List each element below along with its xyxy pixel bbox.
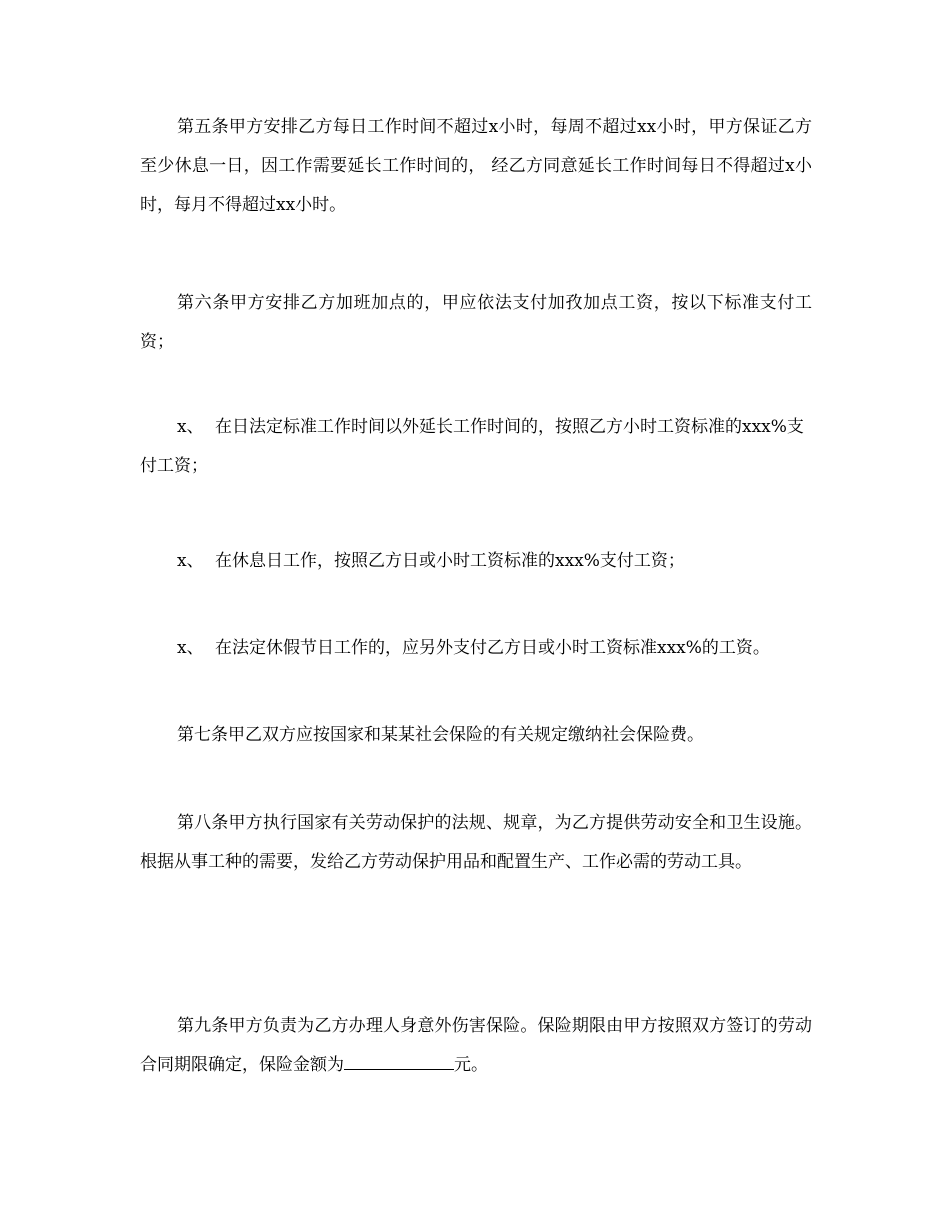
list-item-text: 在休息日工作，按照乙方日或小时工资标准的xxx%支付工资； — [215, 551, 685, 571]
article-9-suffix: 元。 — [454, 1055, 488, 1075]
insurance-amount-blank — [344, 1051, 454, 1070]
article-6: 第六条甲方安排乙方加班加点的，甲应依法支付加孜加点工资，按以下标准支付工资； — [140, 293, 812, 352]
article-6-item-2 — [140, 542, 812, 581]
article-5: 第五条甲方安排乙方每日工作时间不超过x小时，每周不超过xx小时，甲方保证乙方至少休息一日，因工作需要延长工作时间的， 经乙方同意延长工作时间每日不得超过x小时，每月不得超过xx小时。 — [140, 117, 812, 215]
article-6-item-3 — [140, 629, 812, 668]
list-marker: x、 — [177, 551, 204, 571]
list-item-text: 在法定休假节日工作的，应另外支付乙方日或小时工资标准xxx%的工资。 — [215, 638, 770, 658]
list-marker: x、 — [177, 638, 204, 658]
list-item-text: 在日法定标准工作时间以外延长工作时间的，按照乙方小时工资标准的xxx%支付工资； — [140, 417, 804, 476]
article-7: 第七条甲乙双方应按国家和某某社会保险的有关规定缴纳社会保险费。 — [177, 725, 704, 745]
article-8: 第八条甲方执行国家有关劳动保护的法规、规章，为乙方提供劳动安全和卫生设施。根据从事工种的需要，发给乙方劳动保护用品和配置生产、工作必需的劳动工具。 — [140, 813, 812, 872]
article-6-item-1 — [140, 408, 812, 486]
list-marker: x、 — [177, 417, 204, 437]
article-9 — [140, 1007, 812, 1085]
article-9-text: 第九条甲方负责为乙方办理人身意外伤害保险。保险期限由甲方按照双方签订的劳动合同期限确定，保险金额为 — [140, 1016, 812, 1075]
